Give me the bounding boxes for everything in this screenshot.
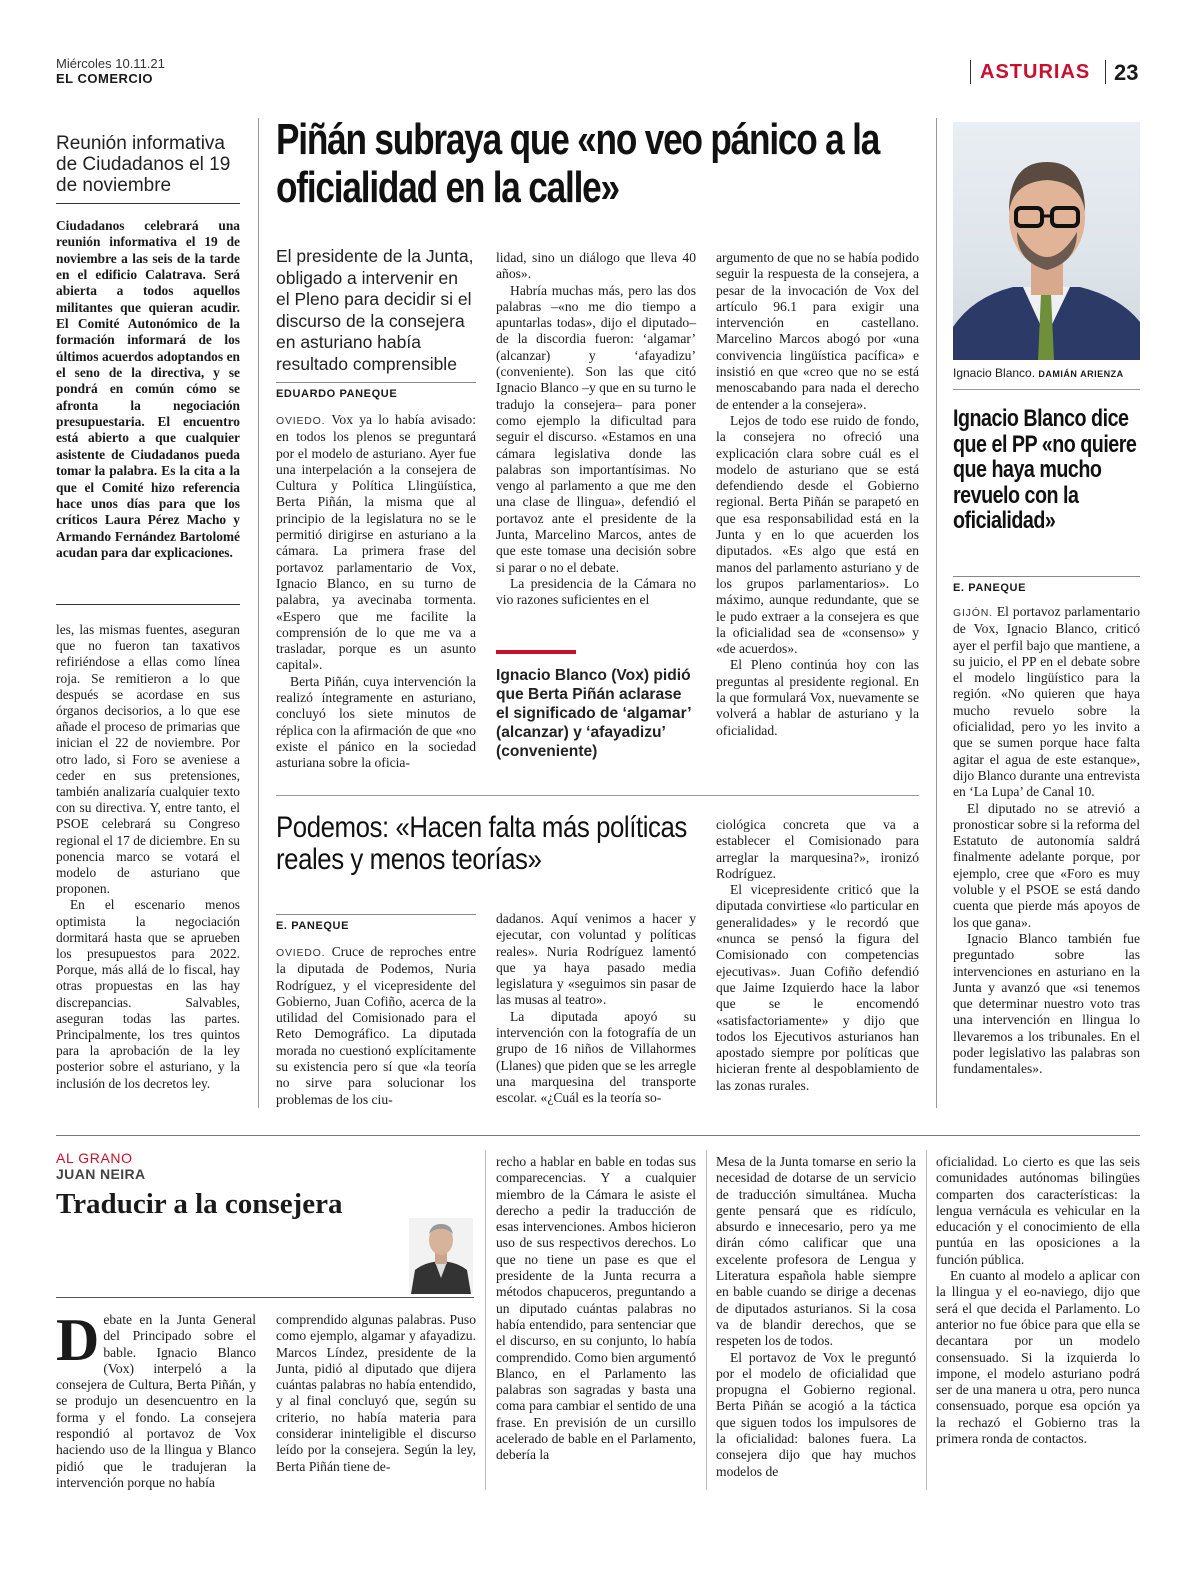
- opinion-paragraph: En cuanto al modelo a aplicar con la llingua y el eo-naviego, dijo que será el que decida el Parlamento. Lo anterior no fue óbice para que ella se decantara por un modelo consensuado. Si la izquierda lo impone, el modelo asturiano podrá ser de una manera u otra, pero nunca consensuado, porque esa opción ya la rechazó el Gobierno tras la primera ronda de contactos.: [936, 1268, 1140, 1447]
- podemos-column-2: [496, 911, 696, 1107]
- right-body: [953, 604, 1140, 1078]
- main-paragraph: Lejos de todo ese ruido de fondo, la consejera no ofreció una explicación clara sobre cuál es el modelo de asturiano que se está defendiendo desde el Gobierno regional. Berta Piñán se parapetó en que esa responsabilidad está en la Junta y en lo que acuerden los diputados. «Es algo que está en manos del parlamento asturiano y de los grupos parlamentarios». Lo máximo, aunque redundante, que se le pudo extraer a la consejera es que la oficialidad sea de «consenso» y «de acuerdos».: [716, 412, 919, 657]
- podemos-byline: E. PANEQUE: [276, 914, 476, 932]
- page-number: 23: [1114, 60, 1139, 85]
- main-paragraph: Habría muchas más, pero las dos palabras –«no me dio tiempo a apuntarlas todas», dijo el diputado– de la discordia fueron: ‘algamar’ (alcanzar) y ‘afayadizu’ (conveniente). Son las que citó Ignacio Blanco –y que en su turno le tradujo la consejera– para poner como ejemplo la dificultad para seguir el discurso. «Estamos en una cámara legislativa donde las palabras son importantísimas. No vengo al parlamento a que me den una clase de llingua», defendió el portavoz ante el presidente de la Junta, Marcelino Marcos, antes de que este tomase una decisión sobre si parar o no el debate.: [496, 282, 696, 575]
- podemos-paragraph: El vicepresidente criticó que la diputada convirtiese «lo particular en generalidades» y le recordó que «nunca se pensó la figura del Comisionado con competencias ejecutivas». Juan Cofiño defendió que Jaime Izquierdo hace la labor que se le encomendó «satisfactoriamente» y dijo que todos los Ejecutivos asturianos han apostado siempre por políticas que hicieran frente al despoblamiento de las zonas rurales.: [716, 882, 919, 1093]
- main-column-2: [496, 250, 696, 609]
- opinion-column-2: [276, 1312, 476, 1475]
- opinion-column-4: [716, 1154, 916, 1480]
- podemos-headline: Podemos: «Hacen falta más políticas reales y menos teorías»: [276, 811, 687, 876]
- main-paragraph: lidad, sino un diálogo que lleva 40 años».: [496, 250, 696, 282]
- opinion-column-3: [496, 1154, 696, 1464]
- main-paragraph: argumento de que no se había podido seguir la respuesta de la consejera, a pesar de la invocación de Vox del artículo 96.1 para exigir una intervención en castellano. Marcelino Marcos abogó por «una convivencia lingüística pacífica» e insistió en que «creo que no se está menoscabando para nada el derecho de entender a la consejera».: [716, 250, 919, 412]
- section-name: ASTURIAS: [980, 61, 1091, 83]
- main-column-3: [716, 250, 919, 739]
- portrait-image: [953, 122, 1140, 360]
- main-paragraph: La presidencia de la Cámara no vio razones suficientes en el: [496, 575, 696, 608]
- main-byline: EDUARDO PANEQUE: [276, 382, 476, 400]
- dateline: GIJÓN.: [953, 607, 993, 619]
- photo-caption-text: Ignacio Blanco.: [953, 366, 1036, 380]
- opinion-column-1: [56, 1307, 256, 1491]
- podemos-paragraph: dadanos. Aquí venimos a hacer y ejecutar, con voluntad y políticas reales». Nuria Rodríguez lamentó que ya haya pasado media legislatura y «seguimos sin pasar de las musas al teatro».: [496, 911, 696, 1008]
- main-headline: Piñán subraya que «no veo pánico a la oficialidad en la calle»: [276, 115, 880, 212]
- opinion-author: JUAN NEIRA: [56, 1166, 146, 1182]
- sidebar-paragraph: En el escenario menos optimista la negociación dormitará hasta que se aprueben los presupuestos para 2022. Porque, más allá de lo fiscal, hay otras propuestas en las hay discrepancias. Salvables, aseguran todas las partes. Principalmente, los tres quintos para la aprobación de la ley posterior sobre el asturiano, y la inclusión de los decretos ley.: [56, 897, 240, 1091]
- dateline: OVIEDO.: [276, 947, 326, 959]
- opinion-paragraph: comprendido algunas palabras. Puso como ejemplo, algamar y afayadizu. Marcos Líndez, presidente de la Junta, pidió al diputado que dijera cuántas palabras no había entendido, y al final concluyó que, según su criterio, no había materia para considerar ininteligible el discurso leído por la consejera. Según la ley, Berta Piñán tiene de-: [276, 1312, 476, 1474]
- author-image: [409, 1218, 473, 1294]
- photo-caption: [953, 366, 1143, 380]
- opinion-paragraph: Mesa de la Junta tomarse en serio la necesidad de dotarse de un servicio de traducción simultánea. Mucha gente pensará que es ridículo, absurdo e innecesario, pero ya me dirán cómo calificar que una excelente profesora de Lengua y Literatura española hable siempre en bable cuando se dirige a decenas de diputados asturianos. Si la cosa va de blandir derechos, que se respeten los de todos.: [716, 1154, 916, 1349]
- main-subhead: El presidente de la Junta, obligado a intervenir en el Pleno para decidir si el discurso de la consejera en asturiano había resultado comprensible: [276, 246, 474, 374]
- main-column-1: [276, 412, 476, 772]
- right-paragraph: El diputado no se atrevió a pronosticar sobre si la reforma del Estatuto de autonomía saldrá finalmente adelante porque, por ejemplo, cree que «Foro es muy voluble y el PSOE se está dando cuenta que pierde más apoyos de los que gana».: [953, 800, 1140, 930]
- podemos-column-3: [716, 817, 919, 1094]
- right-headline: Ignacio Blanco dice que el PP «no quiere que haya mucho revuelo con la oficialidad»: [953, 405, 1137, 534]
- main-paragraph: OVIEDO. Vox ya lo había avisado: en todos los plenos se preguntará por el modelo de asturiano. Ayer fue una interpelación a la consejera de Cultura y Política Llingüística, Berta Piñán, la misma que al principio de la legislatura no se le permitió dirigirse en asturiano a la cámara. La primera frase del portavoz parlamentario de Vox, Ignacio Blanco, en su turno de palabra, ya avecinaba tormenta. «Espero que me facilite la comprensión de lo que me va a trasladar, porque es un asunto capital».: [276, 412, 476, 673]
- opinion-column-5: [936, 1154, 1140, 1447]
- photo-credit: DAMIÁN ARIENZA: [1038, 369, 1124, 379]
- podemos-paragraph: OVIEDO. Cruce de reproches entre la diputada de Podemos, Nuria Rodríguez, y el vicepresidente del Gobierno, Juan Cofiño, acerca de la utilidad del Comisionado para el Reto Demográfico. La diputada morada no cuestionó explícitamente su existencia pero sí que «la teoría no sirve para solucionar los problemas de los ciu-: [276, 944, 476, 1107]
- opinion-kicker: AL GRANO: [56, 1150, 133, 1166]
- dateline: OVIEDO.: [276, 415, 326, 427]
- opinion-paragraph: oficialidad. Lo cierto es que las seis comunidades autónomas bilingües comparten dos características: la lengua vernácula es vehicular en la educación y el conocimiento de ella puntúa en las oposiciones a la función pública.: [936, 1154, 1140, 1267]
- sidebar-lead: Ciudadanos celebrará una reunión informativa el 19 de noviembre a las seis de la tarde en el edificio Calatrava. Será abierta a todos aquellos militantes que quieran acudir. El Comité Autonómico de la formación informará de los últimos acuerdos adoptandos en el seno de la directiva, y se pondrá en común cómo se afronta la negociación presupuestaria. El encuentro está abierto a que cualquier asistente de Ciudadanos pueda tomar la palabra. Es la cita a la que el Comité hizo referencia hace unos días para que los críticos Laura Pérez Macho y Armando Fernández Bartolomé acudan para dar explicaciones.: [56, 218, 240, 560]
- portrait-photo: [953, 122, 1140, 360]
- podemos-column-1: [276, 944, 476, 1108]
- pullquote-rule: [496, 650, 576, 654]
- opinion-paragraph: El portavoz de Vox le preguntó por el modelo de oficialidad que propugna el Gobierno regional. Berta Piñán se acogió a la táctica que siguen todos los impulsores de la oficialidad: balones fuera. La consejera dijo que hay muchos modelos de: [716, 1349, 916, 1479]
- main-paragraph: Berta Piñán, cuya intervención la realizó íntegramente en asturiano, concluyó los siete minutos de réplica con la afirmación de que «no existe el pánico en la sociedad asturiana sobre la oficia-: [276, 673, 476, 771]
- newspaper-name: EL COMERCIO: [56, 71, 153, 86]
- drop-cap: D: [56, 1307, 100, 1373]
- sidebar-paragraph: les, las mismas fuentes, aseguran que no fueron tan taxativos refiriéndose a ellas como línea roja. Se remitieron a lo que después se acordase en sus órganos decisorios, a lo que ese añade el proceso de primarias que inician el 22 de noviembre. Por otro lado, si Foro se aveniese a ceder en sus pretensiones, también analizaría cualquier texto con su directiva. Y, entre tanto, el PSOE celebrará su Congreso regional el 17 de diciembre. En su ponencia marco se votará el modelo de asturiano que proponen.: [56, 622, 240, 897]
- right-byline: E. PANEQUE: [953, 576, 1140, 594]
- pullquote: Ignacio Blanco (Vox) pidió que Berta Piñán aclarase el significado de ‘algamar’ (alcanzar) y ‘afayadizu’ (conveniente): [496, 667, 691, 760]
- main-paragraph: El Pleno continúa hoy con las preguntas al presidente regional. En la que formulará Vox, nuevamente se volverá a hablar de asturiano y la oficialidad.: [716, 657, 919, 738]
- right-paragraph: GIJÓN. El portavoz parlamentario de Vox, Ignacio Blanco, criticó ayer el perfil bajo que mantiene, a su juicio, el PP en el debate sobre el modelo lingüístico para la región. «No quieren que haya mucho revuelo sobre la oficialidad, pero yo les invito a que se sumen porque hace falta agitar el agua de este estanque», dijo Blanco durante una entrevista en ‘La Lupa’ de Canal 10.: [953, 604, 1140, 800]
- sidebar-title: Reunión informativa de Ciudadanos el 19 de noviembre: [56, 133, 231, 196]
- opinion-paragraph: recho a hablar en bable en todas sus comparecencias. Y a cualquier miembro de la Cámara le asiste el derecho a pedir la traducción de esas intervenciones. Ambos hicieron uso de sus respectivos derechos. Lo que no tiene un pase es que el presidente de la Junta recurra a métodos chapuceros, preguntando a un diputado cuántas palabras no había entendido, para sentenciar que el discurso, en su conjunto, lo había comprendido. Como bien argumentó Blanco, en el Parlamento las palabras son sagradas y basta una coma para cambiar el sentido de una frase. En previsión de un cursillo acelerado de bable en el Parlamento, debería la: [496, 1154, 696, 1463]
- opinion-paragraph: Debate en la Junta General del Principado sobre el bable. Ignacio Blanco (Vox) interpeló a la consejera de Cultura, Berta Piñán, y se produjo un desencuentro en la forma y el fondo. La consejera respondió al portavoz de Vox haciendo uso de la llingua y Blanco pidió que le tradujeran la intervención porque no había: [56, 1307, 256, 1490]
- sidebar-body: [56, 622, 240, 1092]
- page-date: Miércoles 10.11.21: [56, 56, 165, 71]
- right-paragraph: Ignacio Blanco también fue preguntado sobre las intervenciones en asturiano en la Junta y avanzó que «si tenemos que determinar nuestro voto tras una intervención en llingua lo llevaremos a los tribunales. En el poder legislativo las palabras son fundamentales».: [953, 930, 1140, 1077]
- opinion-title: Traducir a la consejera: [56, 1188, 343, 1220]
- author-photo: [409, 1218, 473, 1294]
- podemos-paragraph: La diputada apoyó su intervención con la fotografía de un grupo de 16 niños de Villahormes (Llanes) que piden que se les arregle una marquesina del transporte escolar. «¿Cuál es la teoría so-: [496, 1008, 696, 1106]
- podemos-paragraph: ciológica concreta que va a establecer el Comisionado para arreglar la marquesina?», ironizó Rodríguez.: [716, 817, 919, 881]
